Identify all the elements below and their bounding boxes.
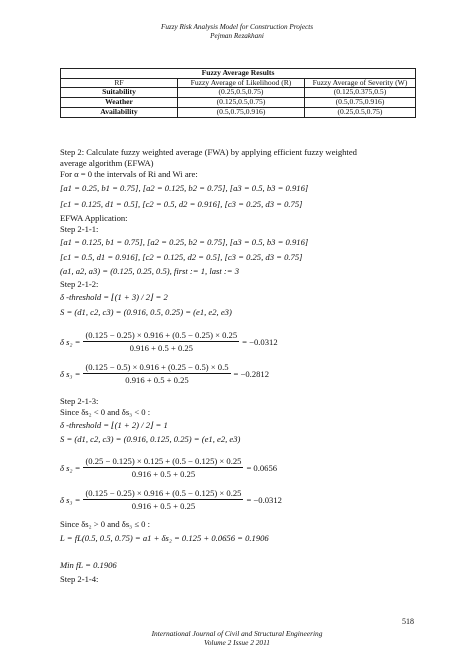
s-set-2: S = (d1, c2, c3) = (0.916, 0.125, 0.25) = (e1, e2, e3)	[60, 434, 241, 444]
footer-volume: Volume 2 Issue 2 2011	[204, 638, 270, 647]
for-alpha-line: For α = 0 the intervals of Ri and Wi are:	[60, 169, 198, 179]
step2-heading-line1: Step 2: Calculate fuzzy weighted average (FWA) by applying efficient fuzzy weighted	[60, 147, 357, 157]
fuzzy-average-table	[60, 68, 416, 118]
equation-lhs: δ s₃ =	[60, 494, 81, 505]
table-cell-likelihood: (0.25,0.5,0.75)	[178, 88, 305, 98]
running-header-title: Fuzzy Risk Analysis Model for Construction Projects	[160, 23, 314, 31]
equation-numerator: (0.125 − 0.25) × 0.916 + (0.5 − 0.125) × 0.25	[83, 488, 243, 500]
equation-denominator: 0.916 + 0.5 + 0.25	[125, 375, 189, 386]
equation-denominator: 0.916 + 0.5 + 0.25	[131, 501, 196, 512]
table-row	[61, 98, 416, 108]
interval-ab-line: [a1 = 0.25, b1 = 0.75], [a2 = 0.125, b2 = 0.75], [a3 = 0.5, b3 = 0.916]	[60, 183, 309, 193]
delta-threshold-2: δ -threshold = ⌊(1 + 2) / 2⌋ = 1	[60, 420, 168, 430]
delta-s2-equation-1	[60, 330, 278, 354]
s-set-1: S = (d1, c2, c3) = (0.916, 0.5, 0.25) = (e1, e2, e3)	[60, 307, 232, 317]
delta-s3-equation-1	[60, 362, 269, 386]
table-cell-rf: Suitability	[61, 88, 178, 98]
equation-numerator: (0.125 − 0.5) × 0.916 + (0.25 − 0.5) × 0.5	[83, 362, 230, 374]
equation-numerator: (0.125 − 0.25) × 0.916 + (0.5 − 0.25) × 0.25	[83, 330, 239, 342]
delta-threshold-1: δ -threshold = ⌊(1 + 3) / 2⌋ = 2	[60, 292, 168, 302]
equation-numerator: (0.25 − 0.125) × 0.125 + (0.5 − 0.125) × 0.25	[83, 456, 243, 468]
delta-s3-equation-2	[60, 488, 282, 512]
a-tuple-line: (a1, a2, a3) = (0.125, 0.25, 0.5), first := 1, last := 3	[60, 266, 240, 276]
since-condition-2: Since δs₂ > 0 and δs₃ ≤ 0 :	[60, 519, 151, 529]
table-row	[61, 107, 416, 117]
table-cell-rf: Weather	[61, 98, 178, 108]
running-header-author: Pejman Rezakhani	[210, 32, 264, 40]
step-2-1-3-label: Step 2-1-3:	[60, 396, 99, 406]
table-header-severity: Fuzzy Average of Severity (W)	[305, 78, 416, 88]
l-equation: L = fL(0.5, 0.5, 0.75) = a1 + δs₂ = 0.125 + 0.0656 = 0.1906	[60, 533, 269, 543]
equation-result: = −0.0312	[246, 494, 282, 505]
equation-lhs: δ s₃ =	[60, 368, 81, 379]
delta-s2-equation-2	[60, 456, 277, 480]
table-caption: Fuzzy Average Results	[61, 69, 416, 79]
table-header-likelihood: Fuzzy Average of Likelihood (R)	[178, 78, 305, 88]
step-2-1-2-label: Step 2-1-2:	[60, 279, 99, 289]
table-header-rf: RF	[61, 78, 178, 88]
interval-cd-line-2: [c1 = 0.5, d1 = 0.916], [c2 = 0.125, d2 = 0.5], [c3 = 0.25, d3 = 0.75]	[60, 252, 303, 262]
table-cell-severity: (0.125,0.375,0.5)	[305, 88, 416, 98]
interval-ab-line-2: [a1 = 0.125, b1 = 0.75], [a2 = 0.25, b2 = 0.75], [a3 = 0.5, b3 = 0.916]	[60, 237, 309, 247]
table-cell-rf: Availability	[61, 107, 178, 117]
since-condition-1: Since δs₂ < 0 and δs₃ < 0 :	[60, 407, 151, 417]
min-f-line: Min fL = 0.1906	[60, 560, 117, 570]
efwa-application-label: EFWA Application:	[60, 213, 128, 223]
equation-result: = 0.0656	[246, 462, 278, 473]
step2-heading-line2: average algorithm (EFWA)	[60, 158, 154, 168]
table-cell-severity: (0.5,0.75,0.916)	[305, 98, 416, 108]
step-2-1-1-label: Step 2-1-1:	[60, 224, 99, 234]
footer-journal: International Journal of Civil and Structural Engineering	[151, 629, 323, 638]
table-cell-likelihood: (0.5,0.75,0.916)	[178, 107, 305, 117]
equation-denominator: 0.916 + 0.5 + 0.25	[131, 469, 196, 480]
interval-cd-line: [c1 = 0.125, d1 = 0.5], [c2 = 0.5, d2 = 0.916], [c3 = 0.25, d3 = 0.75]	[60, 199, 303, 209]
page-number: 518	[402, 617, 414, 626]
equation-result: = −0.0312	[242, 336, 278, 347]
step-2-1-4-label: Step 2-1-4:	[60, 574, 99, 584]
equation-result: = −0.2812	[233, 368, 270, 379]
table-cell-likelihood: (0.125,0.5,0.75)	[178, 98, 305, 108]
table-cell-severity: (0.25,0.5,0.75)	[305, 107, 416, 117]
equation-lhs: δ s₂ =	[60, 336, 81, 347]
equation-denominator: 0.916 + 0.5 + 0.25	[129, 343, 193, 354]
equation-lhs: δ s₂ =	[60, 462, 81, 473]
